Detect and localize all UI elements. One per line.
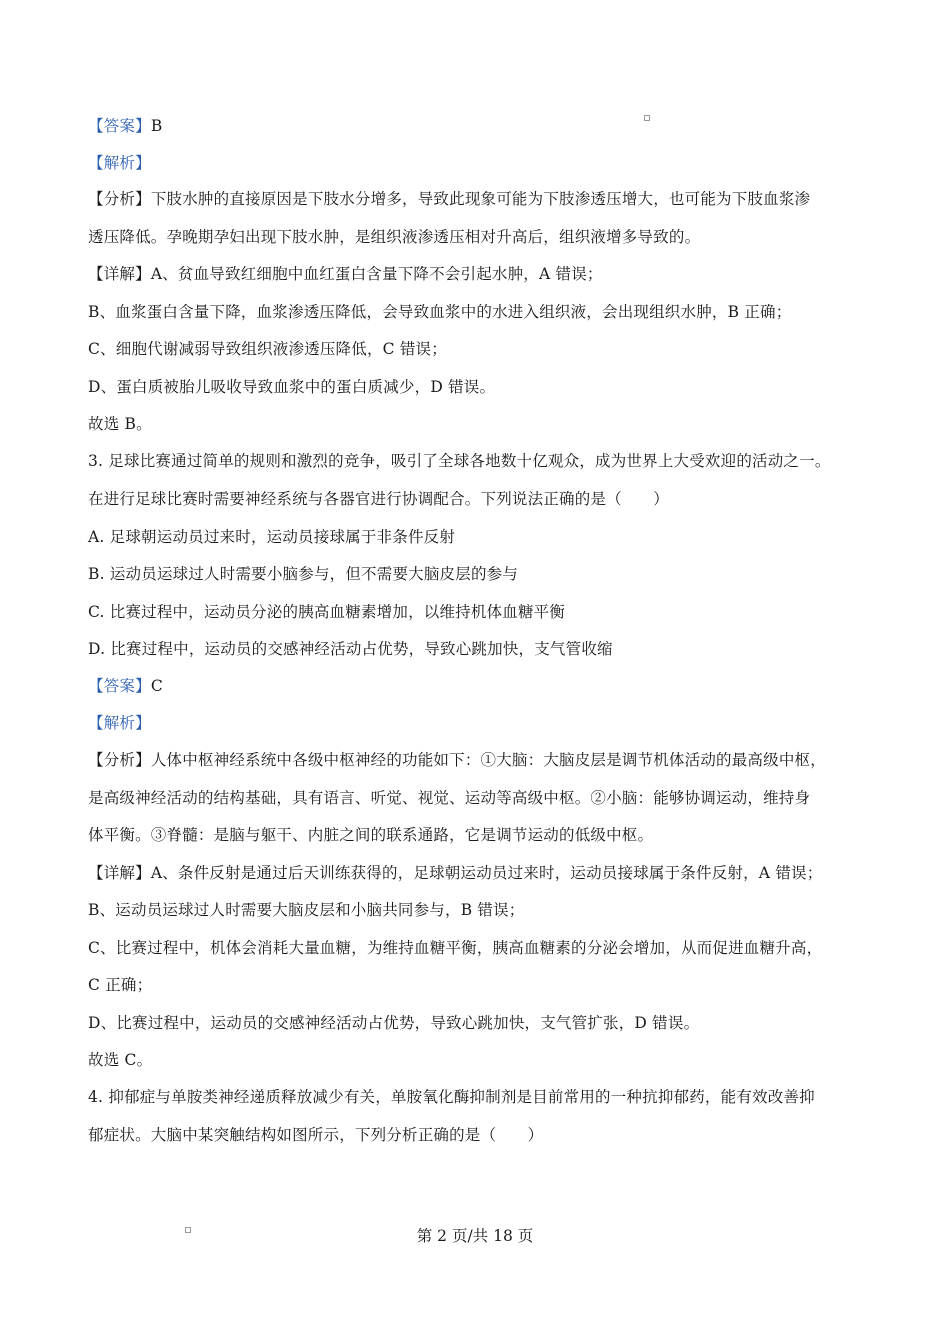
xiangjie-tag: 【详解】 <box>88 265 151 283</box>
q3-fenxi-line-1: 【分析】人体中枢神经系统中各级中枢神经的功能如下：①大脑：大脑皮层是调节机体活动的最高级中枢， <box>88 751 826 769</box>
q2-analysis-tag: 【解析】 <box>88 154 151 172</box>
q2-fenxi-line-1: 【分析】下肢水肿的直接原因是下肢水分增多，导致此现象可能为下肢渗透压增大，也可能为下肢血浆渗 <box>88 190 811 208</box>
q3-xiangjie-line-3: C、比赛过程中，机体会消耗大量血糖，为维持血糖平衡，胰高血糖素的分泌会增加，从而促进血糖升高， <box>88 939 823 957</box>
q3-xiangjie-line-1: 【详解】A、条件反射是通过后天训练获得的，足球朝运动员过来时，运动员接球属于条件反射，A 错误； <box>88 864 823 882</box>
q3-stem-line-1: 3. 足球比赛通过简单的规则和激烈的竞争，吸引了全球各地数十亿观众，成为世界上大受欢迎的活动之一。 <box>88 452 831 470</box>
q2-answer <box>88 116 162 136</box>
q2-xiangjie-line-1: 【详解】A、贫血导致红细胞中血红蛋白含量下降不会引起水肿，A 错误； <box>88 265 603 283</box>
answer-value: B <box>150 117 163 135</box>
q3-fenxi-line-3: 体平衡。③脊髓：是脑与躯干、内脏之间的联系通路，它是调节运动的低级中枢。 <box>88 826 654 844</box>
q3-xiangjie-line-2: B、运动员运球过人时需要大脑皮层和小脑共同参与，B 错误； <box>88 901 525 919</box>
q3-fenxi-line-2: 是高级神经活动的结构基础，具有语言、听觉、视觉、运动等高级中枢。②小脑：能够协调运动，维持身 <box>88 789 811 807</box>
page-number-footer: 第 2 页/共 18 页 <box>416 1227 534 1245</box>
fenxi-tag: 【分析】 <box>88 751 151 769</box>
q2-xiangjie-line-2: B、血浆蛋白含量下降，血浆渗透压降低，会导致血浆中的水进入组织液，会出现组织水肿，B 正确； <box>88 303 792 321</box>
q3-answer <box>88 676 163 696</box>
answer-tag: 【答案】 <box>88 677 151 695</box>
fenxi-tag: 【分析】 <box>88 190 151 208</box>
scan-artifact-dot <box>644 115 650 121</box>
q4-stem-line-1: 4. 抑郁症与单胺类神经递质释放减少有关，单胺氧化酶抑制剂是目前常用的一种抗抑郁药，能有效改善抑 <box>88 1088 815 1106</box>
q3-xiangjie-line-4: C 正确； <box>88 976 153 994</box>
q3-analysis-tag: 【解析】 <box>88 714 151 732</box>
q3-xiangjie-line-5: D、比赛过程中，运动员的交感神经活动占优势，导致心跳加快，支气管扩张，D 错误。 <box>88 1014 700 1032</box>
xiangjie-tag: 【详解】 <box>88 864 151 882</box>
q2-conclusion: 故选 B。 <box>88 415 152 433</box>
q3-conclusion: 故选 C。 <box>88 1051 153 1069</box>
q3-option-a: A. 足球朝运动员过来时，运动员接球属于非条件反射 <box>88 528 456 546</box>
answer-value: C <box>150 677 163 695</box>
q3-stem-line-2: 在进行足球比赛时需要神经系统与各器官进行协调配合。下列说法正确的是（ ） <box>88 490 669 508</box>
answer-tag: 【答案】 <box>88 117 151 135</box>
q3-option-c: C. 比赛过程中，运动员分泌的胰高血糖素增加，以维持机体血糖平衡 <box>88 603 566 621</box>
q4-stem-line-2: 郁症状。大脑中某突触结构如图所示，下列分析正确的是（ ） <box>88 1126 544 1144</box>
q3-option-b: B. 运动员运球过人时需要小脑参与，但不需要大脑皮层的参与 <box>88 565 519 583</box>
q2-xiangjie-line-3: C、细胞代谢减弱导致组织液渗透压降低，C 错误； <box>88 340 447 358</box>
q2-fenxi-line-2: 透压降低。孕晚期孕妇出现下肢水肿，是组织液渗透压相对升高后，组织液增多导致的。 <box>88 228 701 246</box>
q3-option-d: D. 比赛过程中，运动员的交感神经活动占优势，导致心跳加快，支气管收缩 <box>88 640 613 658</box>
q2-xiangjie-line-4: D、蛋白质被胎儿吸收导致血浆中的蛋白质减少，D 错误。 <box>88 378 496 396</box>
